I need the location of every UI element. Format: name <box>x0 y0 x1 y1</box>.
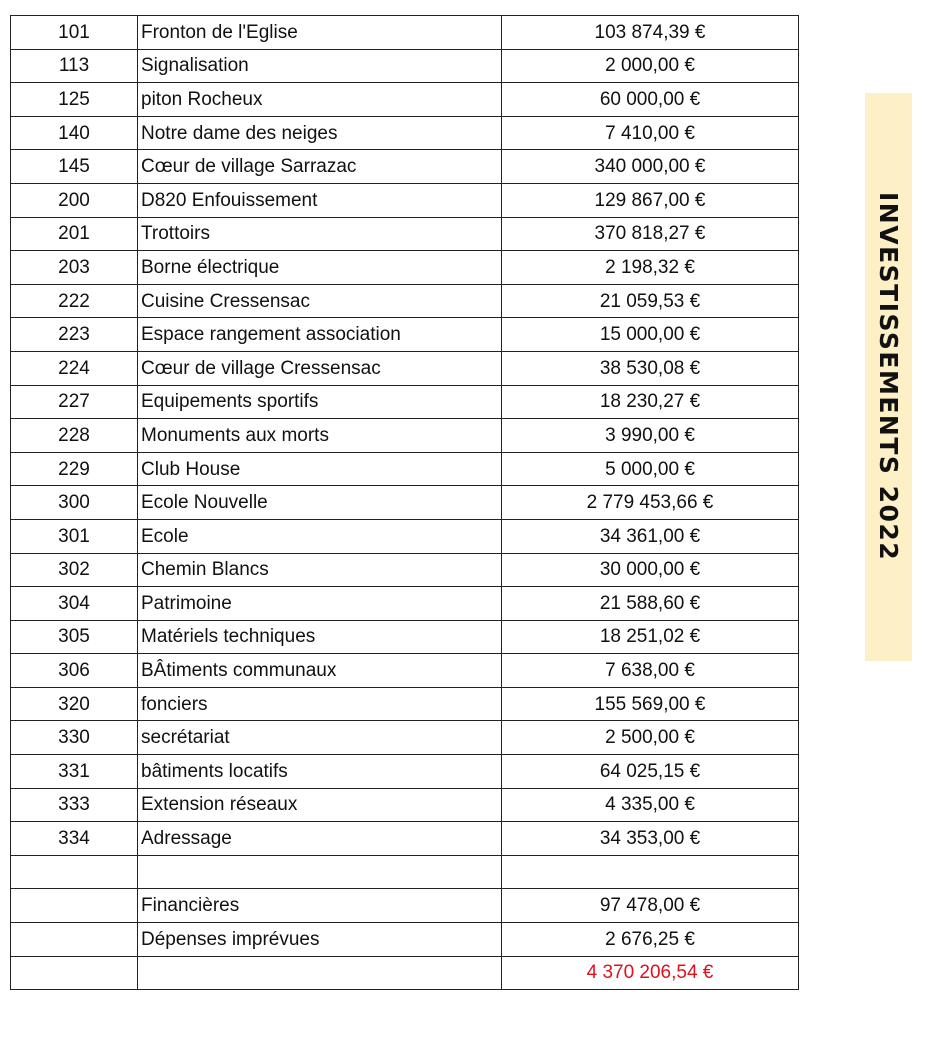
table-row <box>11 788 799 822</box>
code-cell: 229 <box>11 452 138 486</box>
table-row <box>11 419 799 453</box>
code-cell: 145 <box>11 150 138 184</box>
total-row <box>11 956 799 990</box>
table-row <box>11 519 799 553</box>
amount-cell: 38 530,08 € <box>502 351 799 385</box>
side-title-banner <box>865 93 912 661</box>
code-cell: 223 <box>11 318 138 352</box>
label-cell: bâtiments locatifs <box>138 755 502 789</box>
table-row <box>11 116 799 150</box>
code-cell: 113 <box>11 49 138 83</box>
label-cell: Trottoirs <box>138 217 502 251</box>
amount-cell: 155 569,00 € <box>502 687 799 721</box>
code-cell: 302 <box>11 553 138 587</box>
label-cell: Chemin Blancs <box>138 553 502 587</box>
label-cell: Ecole <box>138 519 502 553</box>
amount-cell: 2 198,32 € <box>502 251 799 285</box>
code-cell: 227 <box>11 385 138 419</box>
code-cell: 201 <box>11 217 138 251</box>
table-row <box>11 587 799 621</box>
code-cell <box>11 923 138 957</box>
label-cell: piton Rocheux <box>138 83 502 117</box>
label-cell: Ecole Nouvelle <box>138 486 502 520</box>
table-row <box>11 923 799 957</box>
amount-cell: 34 361,00 € <box>502 519 799 553</box>
table-row <box>11 16 799 50</box>
amount-cell: 129 867,00 € <box>502 183 799 217</box>
label-cell: Club House <box>138 452 502 486</box>
amount-cell: 15 000,00 € <box>502 318 799 352</box>
amount-cell: 7 410,00 € <box>502 116 799 150</box>
table-row <box>11 452 799 486</box>
table-row <box>11 486 799 520</box>
code-cell: 330 <box>11 721 138 755</box>
code-cell: 228 <box>11 419 138 453</box>
amount-cell: 21 588,60 € <box>502 587 799 621</box>
amount-cell: 18 251,02 € <box>502 620 799 654</box>
code-cell: 331 <box>11 755 138 789</box>
amount-cell: 5 000,00 € <box>502 452 799 486</box>
code-cell <box>11 889 138 923</box>
label-cell: Signalisation <box>138 49 502 83</box>
table-row <box>11 351 799 385</box>
table-row <box>11 620 799 654</box>
label-cell: Matériels techniques <box>138 620 502 654</box>
label-cell: Espace rangement association <box>138 318 502 352</box>
table-row <box>11 755 799 789</box>
label-cell: Patrimoine <box>138 587 502 621</box>
total-amount-cell: 4 370 206,54 € <box>502 956 799 990</box>
table-row <box>11 721 799 755</box>
investment-table <box>10 15 799 990</box>
label-cell <box>138 855 502 889</box>
code-cell: 300 <box>11 486 138 520</box>
code-cell: 306 <box>11 654 138 688</box>
code-cell: 125 <box>11 83 138 117</box>
label-cell: Extension réseaux <box>138 788 502 822</box>
label-cell: Cœur de village Sarrazac <box>138 150 502 184</box>
label-cell: Borne électrique <box>138 251 502 285</box>
amount-cell: 2 000,00 € <box>502 49 799 83</box>
code-cell: 305 <box>11 620 138 654</box>
amount-cell: 60 000,00 € <box>502 83 799 117</box>
code-cell: 101 <box>11 16 138 50</box>
table-row <box>11 318 799 352</box>
table-row <box>11 49 799 83</box>
table-row <box>11 183 799 217</box>
amount-cell: 2 676,25 € <box>502 923 799 957</box>
code-cell <box>11 956 138 990</box>
side-title: INVESTISSEMENTS 2022 <box>874 192 903 562</box>
amount-cell: 103 874,39 € <box>502 16 799 50</box>
code-cell: 333 <box>11 788 138 822</box>
amount-cell: 18 230,27 € <box>502 385 799 419</box>
amount-cell: 4 335,00 € <box>502 788 799 822</box>
code-cell: 200 <box>11 183 138 217</box>
code-cell: 320 <box>11 687 138 721</box>
table-row <box>11 687 799 721</box>
amount-cell: 370 818,27 € <box>502 217 799 251</box>
amount-cell: 3 990,00 € <box>502 419 799 453</box>
label-cell: Monuments aux morts <box>138 419 502 453</box>
amount-cell: 21 059,53 € <box>502 284 799 318</box>
amount-cell: 340 000,00 € <box>502 150 799 184</box>
label-cell: Notre dame des neiges <box>138 116 502 150</box>
amount-cell: 2 500,00 € <box>502 721 799 755</box>
code-cell: 203 <box>11 251 138 285</box>
table-row <box>11 654 799 688</box>
amount-cell: 7 638,00 € <box>502 654 799 688</box>
label-cell <box>138 956 502 990</box>
investment-table-body <box>11 16 799 990</box>
label-cell: D820 Enfouissement <box>138 183 502 217</box>
amount-cell: 34 353,00 € <box>502 822 799 856</box>
amount-cell: 2 779 453,66 € <box>502 486 799 520</box>
code-cell <box>11 855 138 889</box>
label-cell: Financières <box>138 889 502 923</box>
amount-cell: 30 000,00 € <box>502 553 799 587</box>
code-cell: 224 <box>11 351 138 385</box>
label-cell: Fronton de l'Eglise <box>138 16 502 50</box>
label-cell: BÂtiments communaux <box>138 654 502 688</box>
amount-cell: 97 478,00 € <box>502 889 799 923</box>
table-row <box>11 83 799 117</box>
table-row <box>11 855 799 889</box>
code-cell: 222 <box>11 284 138 318</box>
code-cell: 334 <box>11 822 138 856</box>
code-cell: 304 <box>11 587 138 621</box>
label-cell: Cœur de village Cressensac <box>138 351 502 385</box>
table-row <box>11 251 799 285</box>
amount-cell <box>502 855 799 889</box>
label-cell: fonciers <box>138 687 502 721</box>
label-cell: Cuisine Cressensac <box>138 284 502 318</box>
label-cell: Equipements sportifs <box>138 385 502 419</box>
table-row <box>11 553 799 587</box>
table-row <box>11 385 799 419</box>
code-cell: 301 <box>11 519 138 553</box>
code-cell: 140 <box>11 116 138 150</box>
amount-cell: 64 025,15 € <box>502 755 799 789</box>
table-row <box>11 217 799 251</box>
table-row <box>11 822 799 856</box>
label-cell: Dépenses imprévues <box>138 923 502 957</box>
table-row <box>11 284 799 318</box>
table-row <box>11 889 799 923</box>
table-row <box>11 150 799 184</box>
label-cell: Adressage <box>138 822 502 856</box>
label-cell: secrétariat <box>138 721 502 755</box>
